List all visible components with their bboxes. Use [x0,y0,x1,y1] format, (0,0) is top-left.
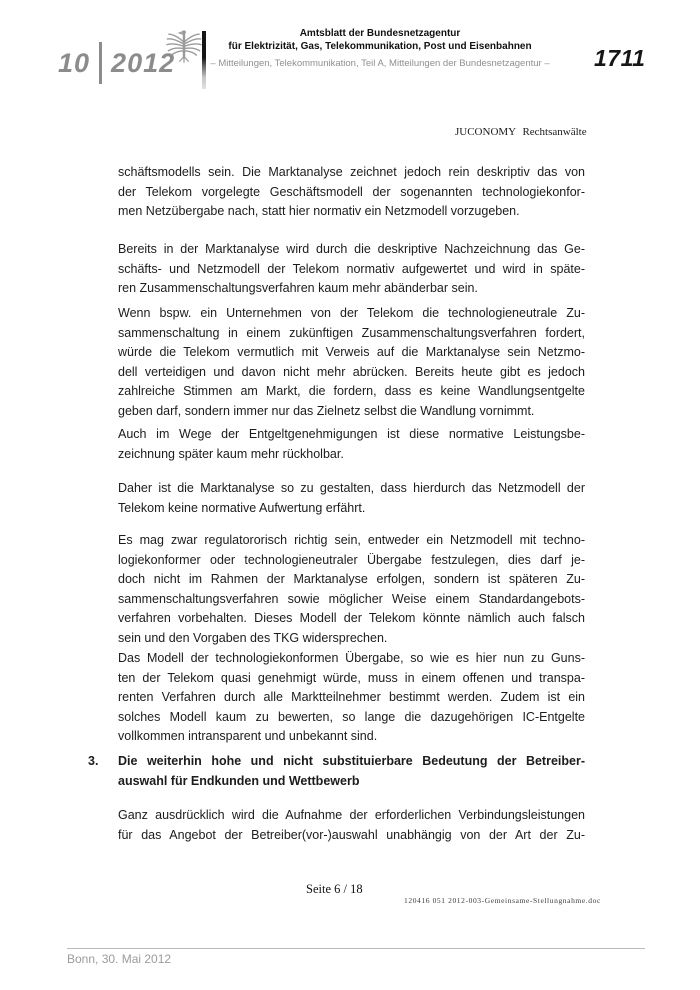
text-line: würde die Telekom vermutlich mit Verweis auf die Marktanalyse sein Netzmo- [118,345,585,359]
section-heading [118,752,585,791]
text-line: zeichnung später kaum mehr rückholbar. [118,446,344,461]
document-filename: 120416 051 2012-003-Gemeinsame-Stellungnahme.doc [404,896,601,905]
paragraph [118,163,585,222]
text-line: men Netzübergabe nach, statt hier normativ ein Netzmodell vorzugeben. [118,204,520,218]
law-firm-name: JUCONOMY Rechtsanwälte [455,126,587,138]
paragraph [118,240,585,299]
text-line: Es mag zwar regulatororisch richtig sein, entweder ein Netzmodell mit techno- [118,533,585,547]
place-date: Bonn, 30. Mai 2012 [67,952,172,966]
issue-label [58,42,175,84]
paragraph [118,531,585,648]
issue-number: 10 [58,47,91,78]
text-line: zahlreiche Stimmen am Markt, die fordern, dass es keine Wandlungsentgelte [118,384,585,398]
text-line: logiekonformer oder technologieneutraler Übergabe festzulegen, dies darf je- [118,552,585,567]
text-line: Daher ist die Marktanalyse so zu gestalten, dass hierdurch das Netzmodell der [118,481,585,495]
text-line: Telekom keine normative Aufwertung erfährt. [118,500,366,515]
text-line: verfahren vorbehalten. Dieses Modell der Telekom könnte nämlich auch falsch [118,611,585,625]
text-line: sammenschaltung in einem zukünftigen Zusammenschaltungsverfahren fordert, [118,325,585,340]
header-title-line1: Amtsblatt der Bundesnetzagentur [299,28,461,39]
issue-year: 2012 [111,47,176,78]
text-line: sein und den Vorgaben des TKG widersprechen. [118,630,388,645]
text-line: schäftsmodells sein. Die Marktanalyse zeichnet jedoch rein deskriptiv das von [118,165,585,179]
text-line: vollkommen intransparent und unbekannt sind. [118,729,378,743]
paragraph [118,649,585,747]
paragraph [118,425,585,464]
text-line: renten Verfahren durch alle Marktteilnehmer bestimmt werden. Zudem ist ein [118,690,585,704]
text-line: ten der Telekom quasi genehmigt würde, muss in einem offenen und transpa- [118,670,585,685]
text-line: geben darf, sondern immer nur das Zielnetz selbst die Wandlung vornimmt. [118,403,535,418]
heading-line: Die weiterhin hohe und nicht substituierbare Bedeutung der Betreiber- [118,754,585,768]
paragraph [118,304,585,421]
text-line: für das Angebot der Betreiber(vor-)auswahl unabhängig von der Art der Zu- [118,827,585,842]
text-line: Das Modell der technologiekonformen Übergabe, so wie es hier nun zu Guns- [118,651,585,665]
paragraph [118,479,585,518]
page-number: 1711 [594,45,646,71]
footer-divider-line [67,948,645,949]
text-line: der Telekom vorgelegte Geschäftsmodell der sogenannten technologiekonfor- [118,184,585,199]
text-line: sammenschaltungsverfahren sowie möglicher Weise einem Standardangebots- [118,591,585,606]
text-line: dell verteidigen und davon nicht mehr abrücken. Bereits heute gibt es jedoch [118,364,585,379]
text-line: ren Zusammenschaltungsverfahren kaum mehr abänderbar sein. [118,281,478,295]
issue-divider [99,42,102,84]
header-title-line2: für Elektrizität, Gas, Telekommunikation, Post und Eisenbahnen [228,41,532,52]
text-line: Bereits in der Marktanalyse wird durch die deskriptive Nachzeichnung das Ge- [118,242,585,256]
page-indicator: Seite 6 / 18 [306,882,363,896]
text-line: Wenn bspw. ein Unternehmen von der Telekom die technologieneutrale Zu- [118,306,585,320]
text-line: Ganz ausdrücklich wird die Aufnahme der erforderlichen Verbindungsleistungen [118,808,585,822]
text-line: solches Modell kaum zu bewerten, so lange die dazugehörigen IC-Entgelte [118,709,585,724]
section-number: 3. [88,754,99,768]
text-line: doch nicht im Rahmen der Marktanalyse erfolgen, sondern ist späteren Zu- [118,572,585,586]
header-divider-bar [202,31,206,89]
text-line: Auch im Wege der Entgeltgenehmigungen ist diese normative Leistungsbe- [118,427,585,441]
header-subtitle: – Mitteilungen, Telekommunikation, Teil A, Mitteilungen der Bundesnetzagentur – [210,58,550,69]
header-title-block [210,27,550,69]
paragraph [118,806,585,845]
heading-line: auswahl für Endkunden und Wettbewerb [118,773,360,788]
federal-eagle-icon [165,28,203,66]
text-line: schäfts- und Netzmodell der Telekom normativ aufgewertet und wird in späte- [118,261,585,276]
